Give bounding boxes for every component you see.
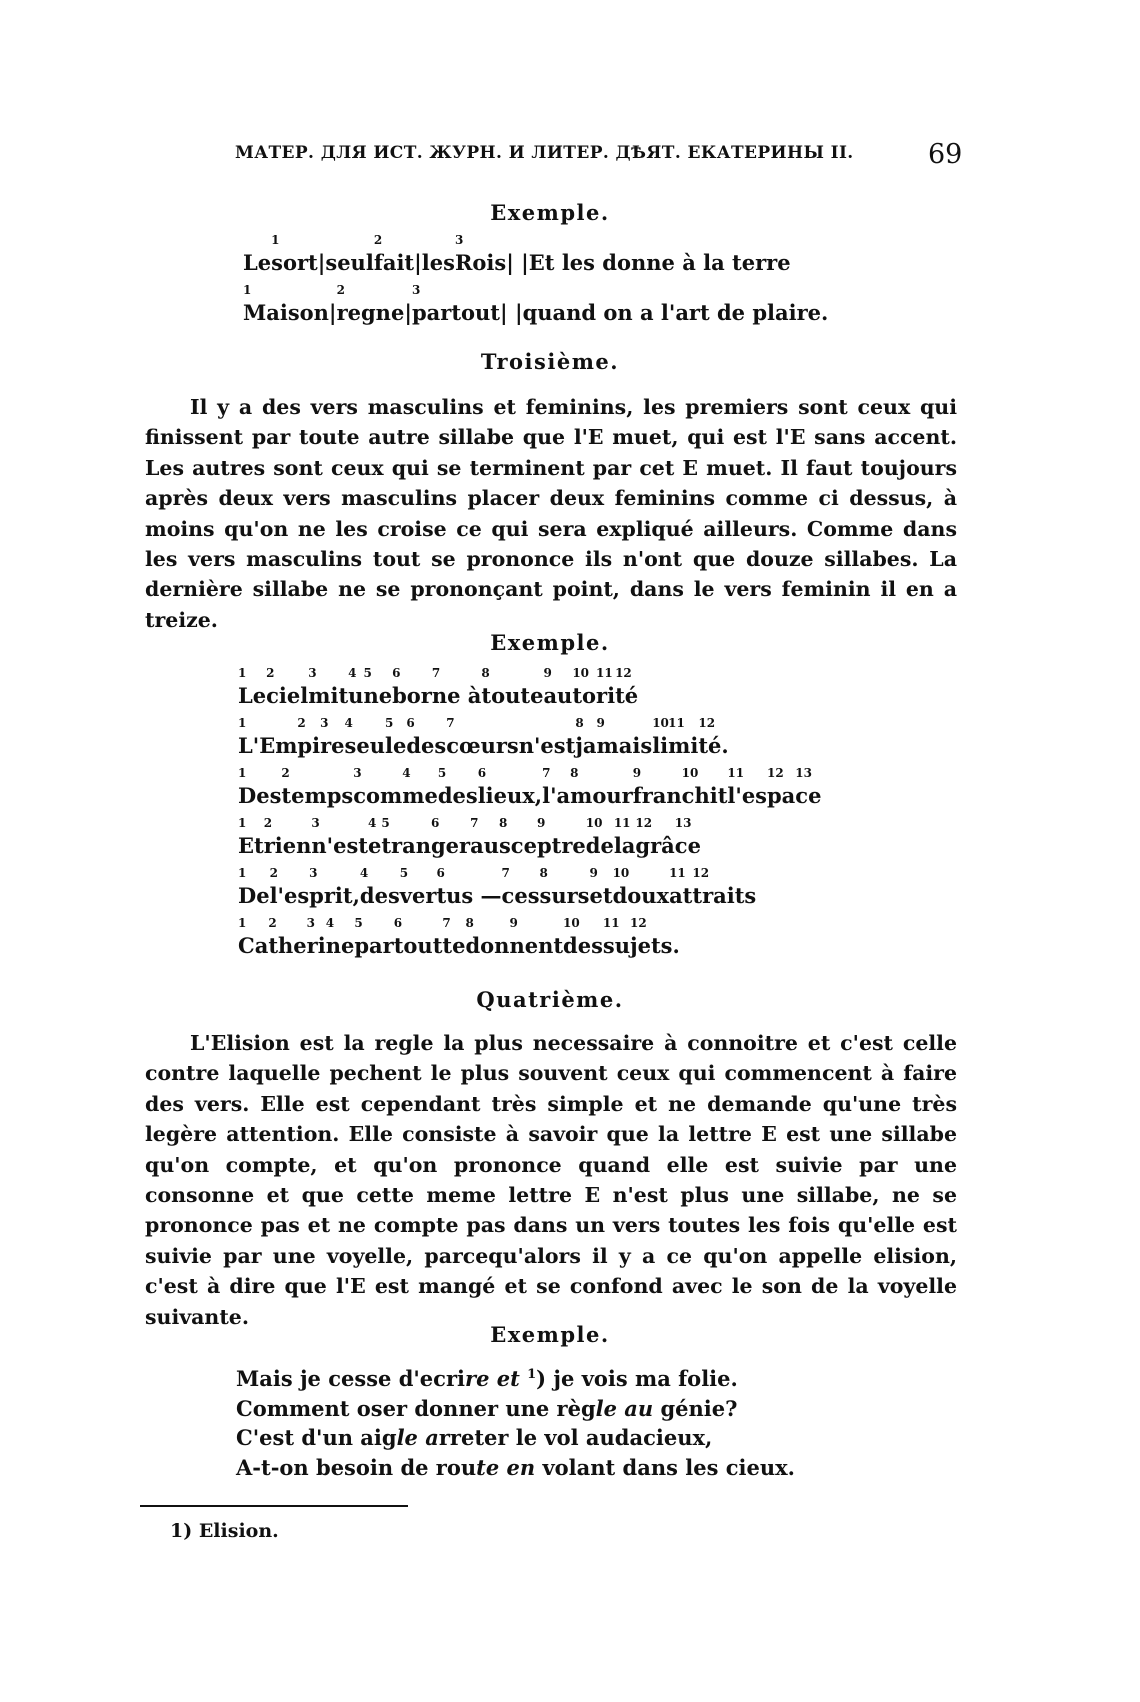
syllable bbox=[373, 233, 422, 275]
syllable-number: 12 bbox=[698, 716, 716, 730]
syllable-number: 2 bbox=[263, 816, 273, 830]
syllable bbox=[446, 716, 519, 758]
syllable-text: au bbox=[470, 833, 499, 858]
syllable bbox=[501, 866, 540, 908]
syllable bbox=[306, 916, 326, 958]
syllable-number: 12 bbox=[767, 766, 784, 780]
syllable-text: des bbox=[437, 783, 478, 808]
syllable bbox=[613, 816, 636, 858]
syllable-text: au bbox=[543, 683, 573, 708]
syllable-number: 4 bbox=[367, 816, 377, 830]
syllable bbox=[632, 766, 682, 808]
syllable-number: 5 bbox=[399, 866, 409, 880]
syllable-number: 5 bbox=[381, 816, 390, 830]
syllable bbox=[406, 716, 447, 758]
syllable bbox=[238, 866, 270, 908]
syllable bbox=[575, 716, 597, 758]
syllable bbox=[570, 766, 633, 808]
syllable-number: 10 bbox=[612, 866, 630, 880]
footnote-marker: 1 bbox=[527, 1367, 537, 1382]
syllable-text: l'a bbox=[542, 783, 571, 808]
syllable-number: 7 bbox=[442, 916, 451, 930]
poem-text: rreter le vol audacieux, bbox=[438, 1425, 713, 1450]
syllable-number: 2 bbox=[297, 716, 306, 730]
syllable-text: tus — bbox=[436, 883, 502, 908]
syllable bbox=[238, 766, 282, 808]
syllable-text: the bbox=[268, 933, 307, 958]
syllable bbox=[630, 916, 680, 958]
syllable-number: 9 bbox=[536, 816, 546, 830]
syllable-number: 10 bbox=[585, 816, 603, 830]
syllable-number: 1 bbox=[238, 716, 247, 730]
paragraph-quatrieme bbox=[145, 1028, 957, 1332]
syllable-number: 7 bbox=[501, 866, 510, 880]
syllable-number: 12 bbox=[615, 666, 632, 680]
section-heading-exemple-1: Exemple. bbox=[490, 200, 610, 225]
syllable-number: 11 bbox=[668, 716, 685, 730]
syllable bbox=[422, 250, 455, 275]
syllable-number: 3 bbox=[308, 666, 317, 680]
syllable-text: regne| bbox=[336, 300, 412, 325]
paragraph-text: L'Elision est la regle la plus necessaire à connoitre et c'est celle contre laquelle pechent le plus souvent ceux qui commencent à faire des vers. Elle est cependant très simple et ne demande qu'une très legère attention. Elle consiste à savoir que la lettre E est une sillabe qu'on compte, et qu'on prononce quand elle est suivie par une consonne et que cette meme lettre E n'est plus une sillabe, ne se prononce pas et ne compte pas dans un vers toutes les fois qu'elle est suivie par une voyelle, parcequ'alors il y a ce qu'on appelle elision, c'est à dire que l'E est mangé et se confond avec le son de la voyelle suivante. bbox=[145, 1031, 957, 1329]
syllable-number: 2 bbox=[268, 916, 277, 930]
verse-line bbox=[238, 766, 822, 808]
poem-text: ) je vois ma folie. bbox=[536, 1366, 738, 1391]
syllable-number: 1 bbox=[238, 866, 247, 880]
syllable-text: jets. bbox=[630, 933, 680, 958]
syllable-text: ce bbox=[674, 833, 701, 858]
syllable-number: 10 bbox=[652, 716, 669, 730]
section-heading-exemple-2: Exemple. bbox=[490, 630, 610, 655]
syllable-text: de bbox=[585, 833, 614, 858]
poem-text: Comment oser donner une règ bbox=[236, 1395, 596, 1421]
syllable bbox=[536, 816, 586, 858]
syllable-number: 10 bbox=[572, 666, 590, 680]
syllable-text: De bbox=[238, 883, 270, 908]
syllable bbox=[442, 916, 466, 958]
verse-line bbox=[238, 816, 701, 858]
syllable-text: seu bbox=[344, 733, 385, 758]
syllable bbox=[353, 766, 403, 808]
syllable bbox=[354, 916, 394, 958]
syllable-text: Le bbox=[238, 683, 267, 708]
syllable bbox=[402, 766, 438, 808]
syllable-text: prit, bbox=[309, 883, 360, 908]
syllable-text: Rois| |Et les donne à la terre bbox=[454, 250, 791, 275]
syllable-text: to bbox=[572, 683, 597, 708]
syllable bbox=[381, 816, 431, 858]
paragraph-troisieme bbox=[145, 392, 957, 635]
syllable-text: Le bbox=[243, 250, 272, 275]
syllable-text: ciel bbox=[266, 683, 309, 708]
syllable bbox=[470, 816, 499, 858]
syllable-text: nent bbox=[509, 933, 564, 958]
syllable-number: 3 bbox=[306, 916, 316, 930]
syllable-text: l'es bbox=[269, 883, 310, 908]
paragraph-text: Il y a des vers masculins et feminins, les premiers sont ceux qui finissent par toute autre sillabe que l'E muet, qui est l'E sans accent. Les autres sont ceux qui se terminent par cet E muet. Il faut toujours après deux vers masculins placer deux feminins comme ci dessus, à moins qu'on ne les croise ce qui sera expliqué ailleurs. Comme dans les vers masculins tout se prononce ils n'ont que douze sillabes. La dernière sillabe ne se prononçant point, dans le vers feminin il en a treize. bbox=[145, 395, 957, 632]
syllable-text: Ca bbox=[238, 933, 269, 958]
syllable-text: les bbox=[421, 250, 455, 275]
syllable bbox=[300, 300, 337, 325]
syllable bbox=[243, 283, 300, 325]
syllable-number: 4 bbox=[348, 666, 357, 680]
syllable-text: doux bbox=[612, 883, 670, 908]
syllable bbox=[281, 766, 354, 808]
syllable bbox=[795, 766, 822, 808]
syllable bbox=[238, 716, 298, 758]
syllable bbox=[602, 916, 631, 958]
syllable-number: 8 bbox=[481, 666, 490, 680]
syllable-number: 9 bbox=[509, 916, 518, 930]
syllable-text: li bbox=[652, 733, 669, 758]
syllable bbox=[399, 866, 437, 908]
syllable-number: 9 bbox=[543, 666, 552, 680]
syllable-number: 8 bbox=[539, 866, 548, 880]
syllable-text: pa bbox=[767, 783, 796, 808]
syllable bbox=[596, 666, 616, 708]
syllable-number: 9 bbox=[589, 866, 598, 880]
syllable-number: 5 bbox=[437, 766, 447, 780]
syllable-text: fran bbox=[632, 783, 682, 808]
syllable-number: 6 bbox=[406, 716, 415, 730]
syllable bbox=[519, 733, 576, 758]
syllable-number: 10 bbox=[681, 766, 699, 780]
syllable-number: 3 bbox=[311, 816, 320, 830]
syllable-text: ja bbox=[575, 733, 597, 758]
syllable bbox=[363, 666, 393, 708]
syllable bbox=[367, 816, 382, 858]
poem-text: A-t-on besoin de rou bbox=[236, 1454, 477, 1480]
syllable-number: 6 bbox=[477, 766, 487, 780]
syllable-text: don bbox=[465, 933, 510, 958]
verse-line bbox=[243, 283, 829, 325]
syllable-number: 7 bbox=[431, 666, 441, 680]
syllable-number: 2 bbox=[269, 866, 278, 880]
syllable bbox=[238, 916, 269, 958]
syllable-number: 1 bbox=[238, 816, 247, 830]
syllable-text: su bbox=[602, 933, 631, 958]
syllable bbox=[238, 816, 264, 858]
syllable bbox=[542, 766, 571, 808]
syllable-text: seul bbox=[325, 250, 374, 275]
poem-italic: te en bbox=[476, 1454, 536, 1480]
syllable bbox=[477, 766, 543, 808]
syllable bbox=[325, 916, 355, 958]
syllable bbox=[635, 816, 675, 858]
syllable-text: sort| bbox=[271, 250, 326, 275]
running-title: МАТЕР. ДЛЯ ИСТ. ЖУРН. И ЛИТЕР. ДѢЯТ. ЕКАТЕРИНЫ II. bbox=[235, 143, 854, 163]
syllable-text: l'es bbox=[727, 783, 767, 808]
syllable-text: Des bbox=[238, 783, 282, 808]
syllable bbox=[669, 866, 693, 908]
poem-italic: le a bbox=[396, 1425, 439, 1450]
syllable-text: des bbox=[563, 933, 603, 958]
syllable bbox=[589, 866, 613, 908]
syllable-number: 9 bbox=[596, 716, 605, 730]
syllable bbox=[392, 666, 432, 708]
section-heading-quatrieme: Quatrième. bbox=[476, 987, 624, 1012]
poem-text: Mais je cesse d'ecri bbox=[236, 1366, 466, 1391]
syllable-number: 8 bbox=[570, 766, 579, 780]
syllable bbox=[698, 716, 729, 758]
syllable bbox=[243, 250, 271, 275]
syllable-text: ne bbox=[325, 933, 355, 958]
syllable-text: ne bbox=[363, 683, 393, 708]
syllable bbox=[320, 716, 345, 758]
syllable-number: 12 bbox=[630, 916, 647, 930]
syllable-text: mais bbox=[596, 733, 653, 758]
poem-italic: le au bbox=[595, 1395, 654, 1421]
syllable-number: 13 bbox=[795, 766, 812, 780]
syllable-text: te bbox=[442, 933, 466, 958]
footnote: 1) Elision. bbox=[170, 1520, 279, 1542]
syllable-text: grâ bbox=[635, 833, 675, 858]
syllable-number: 4 bbox=[402, 766, 411, 780]
verse-line bbox=[238, 866, 757, 908]
syllable-text: pi bbox=[297, 733, 321, 758]
syllable bbox=[652, 716, 669, 758]
syllable-text: tout bbox=[393, 933, 443, 958]
syllable-text: le bbox=[384, 733, 407, 758]
syllable bbox=[520, 683, 543, 708]
verse-line bbox=[243, 233, 791, 275]
syllable-number: 3 bbox=[320, 716, 329, 730]
syllable bbox=[336, 283, 412, 325]
verse-line bbox=[238, 916, 680, 958]
syllable bbox=[543, 666, 573, 708]
syllable bbox=[668, 716, 699, 758]
syllable bbox=[309, 866, 360, 908]
syllable-number: 8 bbox=[498, 816, 508, 830]
syllable-text: ri bbox=[306, 933, 326, 958]
poem-italic: re et bbox=[465, 1366, 520, 1391]
syllable bbox=[674, 816, 701, 858]
syllable bbox=[692, 866, 757, 908]
syllable bbox=[325, 250, 373, 275]
syllable-text: partout| |quand on a l'art de plaire. bbox=[411, 300, 829, 325]
poem-text: C'est d'un aig bbox=[236, 1425, 397, 1450]
syllable bbox=[411, 283, 829, 325]
syllable bbox=[311, 816, 368, 858]
syllable-text: la bbox=[613, 833, 636, 858]
syllable-number: 1 bbox=[271, 233, 280, 247]
poem-text: volant dans les cieux. bbox=[535, 1454, 795, 1480]
syllable-number: 2 bbox=[281, 766, 290, 780]
syllable-number: 6 bbox=[436, 866, 445, 880]
syllable-number: 5 bbox=[354, 916, 363, 930]
syllable-number: 7 bbox=[542, 766, 551, 780]
poem-line bbox=[236, 1423, 795, 1453]
syllable-number: 1 bbox=[238, 766, 247, 780]
syllable-text: chit bbox=[681, 783, 728, 808]
syllable-text: com bbox=[353, 783, 403, 808]
syllable-number: 7 bbox=[446, 716, 455, 730]
syllable-text: traits bbox=[692, 883, 757, 908]
syllable-number: 1 bbox=[238, 916, 247, 930]
syllable-text: ri bbox=[596, 683, 616, 708]
syllable-text: et bbox=[589, 883, 613, 908]
syllable-text: L'Em bbox=[238, 733, 298, 758]
syllable-text: temps bbox=[281, 783, 354, 808]
syllable bbox=[384, 716, 407, 758]
syllable-text: fait| bbox=[373, 250, 422, 275]
syllable-number: 5 bbox=[384, 716, 394, 730]
syllable-text: des bbox=[406, 733, 447, 758]
syllable-number: 8 bbox=[465, 916, 474, 930]
syllable bbox=[612, 866, 670, 908]
poem-line bbox=[236, 1453, 795, 1483]
syllable bbox=[596, 716, 653, 758]
syllable-number: 6 bbox=[393, 916, 403, 930]
syllable bbox=[271, 233, 326, 275]
syllable-text: ptre bbox=[536, 833, 586, 858]
syllable-text: ce bbox=[795, 783, 822, 808]
verse-line bbox=[238, 666, 639, 708]
syllable-number: 1 bbox=[238, 666, 247, 680]
syllable bbox=[437, 766, 478, 808]
syllable-number: 6 bbox=[392, 666, 401, 680]
syllable-text: mit bbox=[308, 683, 349, 708]
syllable bbox=[498, 816, 537, 858]
syllable-number: 12 bbox=[692, 866, 710, 880]
page-number: 69 bbox=[928, 139, 963, 170]
syllable-number: 7 bbox=[470, 816, 479, 830]
syllable-text: surs bbox=[539, 883, 590, 908]
syllable-number: 3 bbox=[353, 766, 362, 780]
syllable-text: e bbox=[367, 833, 382, 858]
syllable bbox=[263, 816, 312, 858]
syllable-number: 11 bbox=[669, 866, 686, 880]
syllable-text: Mais bbox=[243, 300, 300, 325]
syllable bbox=[509, 916, 564, 958]
syllable-text: té bbox=[615, 683, 639, 708]
syllable bbox=[727, 766, 767, 808]
syllable-text: ces bbox=[501, 883, 540, 908]
syllable-text: lieux, bbox=[477, 783, 543, 808]
poem-line bbox=[236, 1360, 795, 1394]
syllable-number: 12 bbox=[635, 816, 653, 830]
syllable-text: té. bbox=[698, 733, 729, 758]
syllable-number: 3 bbox=[454, 233, 464, 247]
syllable bbox=[615, 666, 639, 708]
syllable bbox=[454, 233, 791, 275]
footnote-rule bbox=[140, 1505, 408, 1507]
syllable-number: 9 bbox=[632, 766, 642, 780]
syllable-number: 4 bbox=[359, 866, 369, 880]
syllable bbox=[563, 916, 603, 958]
syllable-number: 2 bbox=[266, 666, 275, 680]
syllable-text: te bbox=[520, 683, 544, 708]
syllable bbox=[767, 766, 796, 808]
syllable-number: 3 bbox=[309, 866, 318, 880]
verse-line bbox=[238, 716, 729, 758]
poem-line bbox=[236, 1394, 795, 1424]
section-heading-troisieme: Troisième. bbox=[480, 349, 620, 374]
syllable bbox=[269, 866, 310, 908]
syllable-text: mour bbox=[570, 783, 633, 808]
syllable-number: 4 bbox=[344, 716, 353, 730]
syllable-number: 13 bbox=[674, 816, 692, 830]
poem-text: génie? bbox=[653, 1395, 738, 1421]
syllable-text: ver bbox=[399, 883, 437, 908]
syllable-number: 3 bbox=[411, 283, 421, 297]
syllable-text: at bbox=[669, 883, 693, 908]
syllable-text: n'est bbox=[311, 833, 368, 858]
syllable-number: 11 bbox=[727, 766, 745, 780]
syllable-text: Et bbox=[238, 833, 264, 858]
syllable-text: rien bbox=[263, 833, 312, 858]
syllable-text: tran bbox=[381, 833, 431, 858]
syllable-text: des bbox=[359, 883, 400, 908]
syllable-text: bor bbox=[392, 683, 432, 708]
syllable-number: 10 bbox=[563, 916, 580, 930]
syllable-number: 4 bbox=[325, 916, 335, 930]
syllable-number: 2 bbox=[373, 233, 383, 247]
syllable bbox=[681, 766, 728, 808]
syllable-text: tou bbox=[481, 683, 521, 708]
syllable-number: 11 bbox=[613, 816, 631, 830]
syllable bbox=[344, 716, 385, 758]
syllable-number: 1 bbox=[243, 283, 252, 297]
syllable-text: cœurs bbox=[446, 733, 519, 758]
syllable bbox=[539, 866, 590, 908]
syllable-text: ne à bbox=[431, 683, 482, 708]
syllable bbox=[393, 916, 443, 958]
syllable bbox=[266, 666, 309, 708]
syllable-text: n'est bbox=[518, 733, 576, 758]
syllable-text: par bbox=[354, 933, 394, 958]
syllable-number: 5 bbox=[363, 666, 372, 680]
syllable bbox=[481, 666, 521, 708]
syllable-number: 2 bbox=[336, 283, 345, 297]
syllable-number: 8 bbox=[575, 716, 584, 730]
syllable bbox=[268, 916, 307, 958]
syllable-text: mi bbox=[668, 733, 699, 758]
syllable bbox=[431, 666, 482, 708]
syllable bbox=[465, 916, 510, 958]
syllable-text: sce bbox=[498, 833, 537, 858]
syllable-text: ger bbox=[431, 833, 471, 858]
syllable bbox=[436, 866, 502, 908]
syllable bbox=[238, 666, 267, 708]
syllable-number: 11 bbox=[596, 666, 613, 680]
syllable-text: u bbox=[348, 683, 364, 708]
elision-poem bbox=[236, 1360, 795, 1482]
syllable-number: 11 bbox=[602, 916, 620, 930]
syllable bbox=[348, 666, 364, 708]
syllable bbox=[297, 716, 321, 758]
syllable bbox=[585, 816, 614, 858]
syllable bbox=[572, 666, 597, 708]
section-heading-exemple-3: Exemple. bbox=[490, 1322, 610, 1347]
syllable-text: on| bbox=[299, 300, 337, 325]
syllable-text: re bbox=[320, 733, 345, 758]
syllable-text: me bbox=[402, 783, 438, 808]
syllable bbox=[308, 666, 349, 708]
syllable bbox=[359, 866, 400, 908]
syllable-number: 6 bbox=[431, 816, 440, 830]
syllable bbox=[431, 816, 471, 858]
